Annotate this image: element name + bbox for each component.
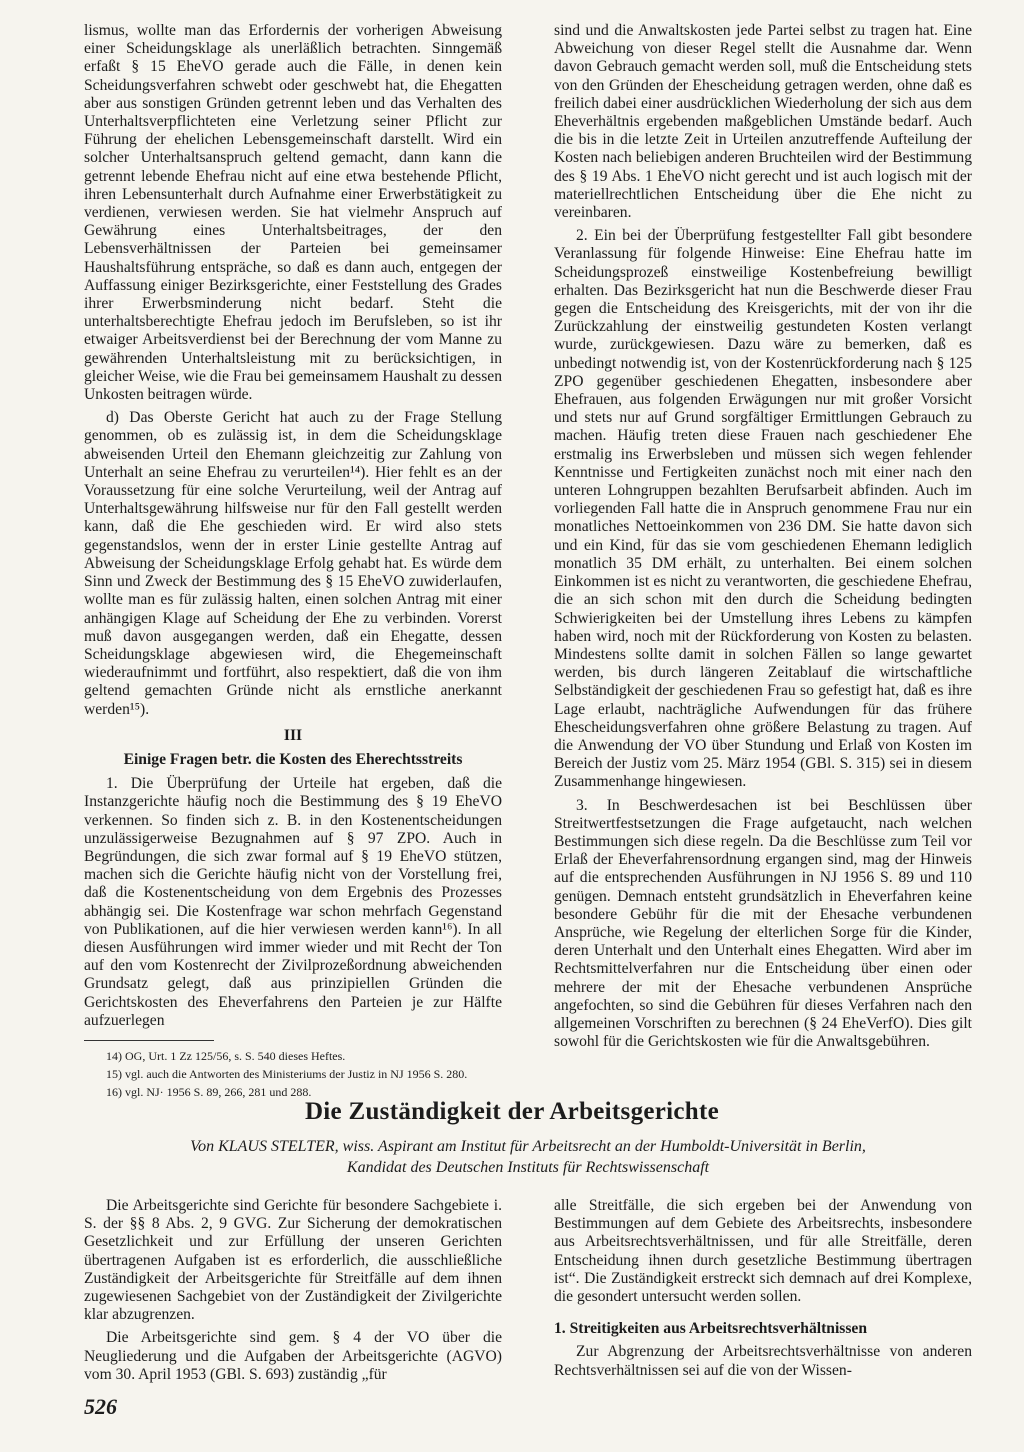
top-right-column [554, 22, 972, 1051]
article-byline [84, 1136, 972, 1178]
article-title: Die Zuständigkeit der Arbeitsgerichte [304, 1098, 720, 1125]
paragraph: Die Arbeitsgerichte sind gem. § 4 der VO über die Neugliederung und die Aufgaben der Arbeitsgerichte (AGVO) vom 30. April 1953 (GBl. S. 693) zuständig „für [84, 1329, 502, 1383]
section-heading: 1. Streitigkeiten aus Arbeitsrechtsverhältnissen [554, 1320, 868, 1338]
paragraph: 1. Die Überprüfung der Urteile hat ergeben, daß die Instanzgerichte häufig noch die Bestimmung des § 19 EheVO verkennen. So finden sich z. B. in den Kostenentscheidungen unzulässigerweise Bezugnahmen auf § 97 ZPO. Auch in Begründungen, die sich zwar formal auf § 19 EheVO stützen, machen sich die Gerichte häufig nicht von der Vorstellung frei, daß die Kostenentscheidung von dem Ergebnis des Prozesses abhängig sei. Die Kostenfrage war schon mehrfach Gegenstand von Publikationen, auf die hier verwiesen werden kann¹⁶). In all diesen Ausführungen wird immer wieder und mit Recht der Ton auf den vom Kostenrecht der Zivilprozeßordnung abweichenden Grundsatz gelegt, daß aus prinzipiellen Gründen die Gerichtskosten des Eheverfahrens den Parteien je zur Hälfte aufzuerlegen [84, 775, 502, 1029]
paragraph: alle Streitfälle, die sich ergeben bei der Anwendung von Bestimmungen auf dem Gebiete des Arbeitsrechts, insbesondere aus Arbeitsrechtsverhältnissen, und für alle Streitfälle, deren Entscheidung ihnen durch gesetzliche Bestimmung übertragen ist“. Die Zuständigkeit erstreckt sich demnach auf drei Komplexe, die gesondert untersucht werden sollen. [554, 1197, 972, 1306]
article-left-column [84, 1197, 502, 1384]
page-number: 526 [84, 1394, 117, 1419]
section-number: III [283, 726, 303, 744]
footnote: 15) vgl. auch die Antworten des Ministeriums der Justiz in NJ 1956 S. 280. [106, 1066, 468, 1081]
footnote-rule [84, 1040, 214, 1041]
byline-line: Von KLAUS STELTER, wiss. Aspirant am Institut für Arbeitsrecht an der Humboldt-Universität in Berlin, [190, 1138, 866, 1155]
paragraph: Die Arbeitsgerichte sind Gerichte für besondere Sachgebiete i. S. der §§ 8 Abs. 2, 9 GVG. Zur Sicherung der demokratischen Gesetzlichkeit und zur Erfüllung der unseren Gerichten übertragenen Aufgaben ist es erforderlich, die ausschließliche Zuständigkeit der Arbeitsgerichte für Streitfälle auf dem ihnen zugewiesenen Sachgebiet von der Zuständigkeit der Zivilgerichte klar abzugrenzen. [84, 1197, 502, 1324]
footnote: 14) OG, Urt. 1 Zz 125/56, s. S. 540 dieses Heftes. [106, 1048, 346, 1063]
byline-line: Kandidat des Deutschen Instituts für Rechtswissenschaft [346, 1159, 710, 1176]
footnotes [84, 1049, 502, 1100]
top-left-column [84, 22, 502, 1103]
paragraph: Zur Abgrenzung der Arbeitsrechtsverhältnisse von anderen Rechtsverhältnissen sei auf die von der Wissen- [554, 1343, 972, 1379]
paragraph: sind und die Anwaltskosten jede Partei selbst zu tragen hat. Eine Abweichung von dieser Regel stellt die Ausnahme dar. Wenn davon Gebrauch gemacht werden soll, muß die Entscheidung stets von den Gründen der Ehescheidung getragen werden, ohne daß es freilich dabei einer ausdrücklichen Wiederholung der sich aus dem Eheverhältnis ergebenden maßgeblichen Umstände bedarf. Auch die bis in die letzte Zeit in Urteilen anzutreffende Aufteilung der Kosten nach beliebigen anderen Bruchteilen wird der Bestimmung des § 19 Abs. 1 EheVO nicht gerecht und ist auch logisch mit der materiellrechtlichen Entscheidung über die Ehe nicht zu vereinbaren. [554, 22, 972, 222]
paragraph: 3. In Beschwerdesachen ist bei Beschlüssen über Streitwertfestsetzungen die Frage aufgetaucht, nach welchen Bestimmungen sich diese regeln. Da die Beschlüsse zum Teil vor Erlaß der Eheverfahrensordnung ergangen sind, mag der Hinweis auf die entsprechenden Ausführungen in NJ 1956 S. 89 und 110 genügen. Demnach entsteht grundsätzlich in Eheverfahren keine besondere Gebühr für die mit der Ehesache verbundenen Ansprüche, wie Regelung der elterlichen Sorge für die Kinder, deren Unterhalt und den Unterhalt eines Ehegatten. Wird aber im Rechtsmittelverfahren nur die Entscheidung über einen oder mehrere der mit der Ehesache verbundenen Ansprüche angefochten, so sind die Gebühren für dieses Verfahren nach den allgemeinen Vorschriften zu berechnen (§ 24 EheVerfO). Dies gilt sowohl für die Gerichtskosten wie für die Anwaltsgebühren. [554, 796, 972, 1051]
paragraph: 2. Ein bei der Überprüfung festgestellter Fall gibt besondere Veranlassung für folgende Hinweise: Eine Ehefrau hatte im Scheidungsprozeß einstweilige Kostenbefreiung bewilligt erhalten. Das Bezirksgericht hat nun die Beschwerde dieser Frau gegen die Entscheidung des Kreisgerichts, mit der von ihr die Zurückzahlung der einstweilig gestundeten Kosten verlangt wurde, zurückgewiesen. Dazu wäre zu bemerken, daß es unbedingt notwendig ist, von der Kostenrückforderung nach § 125 ZPO gegenüber geschiedenen Ehegatten, insbesondere aber Ehefrauen, aus folgenden Erwägungen nur mit großer Vorsicht und stets nur auf Grund sorgfältiger Ermittlungen Gebrauch zu machen. Häufig treten diese Frauen nach geschiedener Ehe erstmalig ins Erwerbsleben und müssen sich wegen fehlender Kenntnisse und Fertigkeiten zunächst noch mit einer nach den unteren Lohngruppen bezahlten Berufsarbeit abfinden. Auch im vorliegenden Fall hatte die in Anspruch genommene Frau nur ein monatliches Nettoeinkommen von 236 DM. Sie hatte davon sich und ein Kind, für das sie vom geschiedenen Ehemann lediglich monatlich 35 DM erhält, zu unterhalten. Bei einem solchen Einkommen ist es nicht zu verantworten, die geschiedene Ehefrau, die an sich schon mit den durch die Scheidung bedingten Schwierigkeiten bei der Umstellung ihres Lebens zu kämpfen haben wird, noch mit der Rückforderung von Kosten zu belasten. Mindestens sollte damit in solchen Fällen so lange gewartet werden, bis durch längeren Zeitablauf die wirtschaftliche Selbständigkeit der geschiedenen Frau so gefestigt hat, daß es ihre Lage erlaubt, nachträgliche Aufwendungen für das frühere Ehescheidungsverfahren ohne größere Belastung zu tragen. Auf die Anwendung der VO über Stundung und Erlaß von Kosten im Bereich der Justiz vom 25. März 1954 (GBl. S. 315) sei in diesem Zusammenhange hingewiesen. [554, 227, 972, 791]
paragraph: d) Das Oberste Gericht hat auch zu der Frage Stellung genommen, ob es zulässig ist, in dem die Scheidungsklage abweisenden Urteil den Ehemann gleichzeitig zur Zahlung von Unterhalt an seine Ehefrau zu verurteilen¹⁴). Hier fehlt es an der Voraussetzung für eine solche Verurteilung, weil der Antrag auf Unterhaltsgewährung hilfsweise nur für den Fall gestellt werden kann, daß die Ehe geschieden wird. Er wird also stets gegenstandslos, wenn der in erster Linie gestellte Antrag auf Abweisung der Scheidungsklage Erfolg gehabt hat. Es würde dem Sinn und Zweck der Bestimmung des § 15 EheVO zuwiderlaufen, wollte man es für zulässig halten, einen solchen Antrag mit einer anhängigen Klage auf Scheidung der Ehe zu verbinden. Vorerst muß davon ausgegangen werden, daß ein Ehegatte, dessen Scheidungsklage abgewiesen wird, die Ehegemeinschaft wiederaufnimmt und fortführt, also respektiert, daß die von ihm geltend gemachten Gründe nicht als ernstliche anerkannt werden¹⁵). [84, 409, 502, 718]
section-heading: Einige Fragen betr. die Kosten des Eherechtsstreits [123, 750, 463, 768]
article-right-column [554, 1197, 972, 1380]
paragraph: lismus, wollte man das Erfordernis der vorherigen Abweisung einer Scheidungsklage als unerläßlich betrachten. Sinngemäß erfaßt § 15 EheVO gerade auch die Fälle, in denen kein Scheidungsverfahren schwebt oder geschwebt hat, die Ehegatten aber aus sonstigen Gründen getrennt leben und das Verhalten des Unterhaltsverpflichteten eine Verletzung seiner Pflicht zur Führung der ehelichen Lebensgemeinschaft darstellt. Wird ein solcher Unterhaltsanspruch geltend gemacht, dann kann die getrennt lebende Ehefrau nicht auf eine etwa bestehende Pflicht, ihren Lebensunterhalt durch Aufnahme einer Erwerbstätigkeit zu verdienen, verwiesen werden. Sie hat vielmehr Anspruch auf Gewährung eines Unterhaltsbeitrages, der den Lebensverhältnissen der Parteien bei gemeinsamer Haushaltsführung entspräche, so daß es dann auch, entgegen der Auffassung einiger Bezirksgerichte, einer Feststellung des Grades ihrer Erwerbsminderung nicht bedarf. Steht die unterhaltsberechtigte Ehefrau jedoch im Berufsleben, so ist ihr etwaiger Arbeitsverdienst bei der Berechnung der vom Manne zu gewährenden Unterhaltsleistung mit zu berücksichtigen, in gleicher Weise, wie die Frau bei gemeinsamem Haushalt zu dessen Unkosten beitragen würde. [84, 22, 502, 404]
footnote: 16) vgl. NJ· 1956 S. 89, 266, 281 und 288. [106, 1084, 312, 1099]
